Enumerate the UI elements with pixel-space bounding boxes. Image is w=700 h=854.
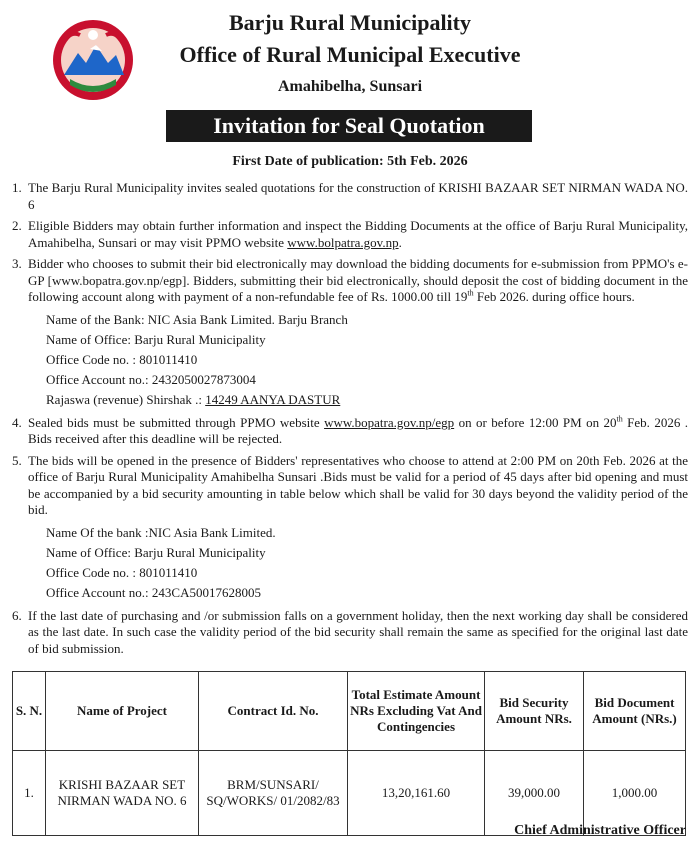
col-bid-security: Bid Security Amount NRs. [485,672,584,751]
clause-1: 1. The Barju Rural Municipality invites sealed quotations for the construction of KRISHI BAZAAR SET NIRMAN WADA NO. 6 [12,180,688,212]
clause-number: 4. [12,414,22,430]
clause-number: 5. [12,452,22,468]
col-contract-id: Contract Id. No. [199,672,348,751]
office-name: Office of Rural Municipal Executive [179,42,521,67]
bank-details-2: Name Of the bank :NIC Asia Bank Limited. Name of Office: Barju Rural Municipality Office Code no. : 801011410 Office Account no.: 243CA50017628005 [46,524,276,600]
clause-6: 6. If the last date of purchasing and /or submission falls on a government holiday, then the next working day shall be considered as the last date. In such case the validity period of the bid security shall remain the same as specified for the original last date of bid submission. [12,607,688,656]
revenue-code: 14249 AANYA DASTUR [205,391,341,407]
notice-title-banner: Invitation for Seal Quotation [166,110,532,142]
bank-details-1: Name of the Bank: NIC Asia Bank Limited. Barju Branch Name of Office: Barju Rural Municipality Office Code no. : 801011410 Office Account no.: 2432050027873004 Rajaswa (revenue) Shirshak .: 14249 AANYA DASTUR [46,311,348,407]
clause-number: 3. [12,256,22,271]
col-sn: S. N. [13,672,46,751]
notice-header [0,8,700,104]
clause-4: 4. Sealed bids must be submitted through PPMO website www.bopatra.gov.np/egp on or before 12:00 PM on 20th Feb. 2026 . Bids received after this deadline will be rejected. [12,414,689,446]
nepal-emblem-icon [50,17,136,103]
notice-body [10,180,688,662]
egp-link[interactable]: www.bopatra.gov.np/egp [324,414,455,430]
office-location: Amahibelha, Sunsari [277,78,423,95]
municipality-name: Barju Rural Municipality [228,10,471,35]
clause-5: 5. The bids will be opened in the presence of Bidders' representatives who choose to attend at 2:00 PM on 20th Feb. 2026 at the office of Barju Rural Municipality Amahibelha Sunsari .Bids must be valid for a period of 45 days after bid opening and must be accompanied by a bid security amounting in table below which shall be valid for 30 days beyond the validity period of the bid. Name Of the bank :NIC Asia Bank Limited. Name of Office: Barju Rural Municipality Office Code no. : 801011410 Office Account no.: 243CA50017628005 [10,453,688,603]
publication-date: First Date of publication: 5th Feb. 2026 [232,154,468,169]
signature: Chief Administrative Officer [514,823,686,838]
clause-number: 6. [12,607,22,623]
table-header-row [13,672,686,751]
col-bid-document: Bid Document Amount (NRs.) [584,672,686,751]
bolpatra-link[interactable]: www.bolpatra.gov.np [287,234,399,250]
col-project-name: Name of Project [46,672,199,751]
clause-3: 3. Bidder who chooses to submit their bid electronically may download the bidding documents for e-submission from PPMO's e-GP [www.bopatra.gov.np/egp]. Bidders, submitting their bid electronically, should deposit the cost of bidding document in the following account along with payment of a non-refundable fee of Rs. 1000.00 till 19th Feb 2026. during office hours. Name of the Bank: NIC Asia Bank Limited. Barju Branch Name of Office: Barju Rural Municipality Office Code no. : 801011410 Office Account no.: 2432050027873004 Rajaswa (revenue) Shirshak .: 14249 AANYA DASTUR [10,256,688,410]
project-table [12,671,686,836]
clause-2: 2. Eligible Bidders may obtain further information and inspect the Bidding Documents at the office of Barju Rural Municipality, Amahibelha, Sunsari or may visit PPMO website www.bolpatra.gov.np. [12,218,688,250]
clause-number: 2. [12,218,22,233]
clause-number: 1. [12,180,22,195]
col-total-estimate: Total Estimate Amount NRs Excluding Vat And Contingencies [348,672,485,751]
table-row: 1. KRISHI BAZAAR SET NIRMAN WADA NO. 6 BRM/SUNSARI/ SQ/WORKS/ 01/2082/83 13,20,161.60 39,000.00 1,000.00 [13,751,686,836]
